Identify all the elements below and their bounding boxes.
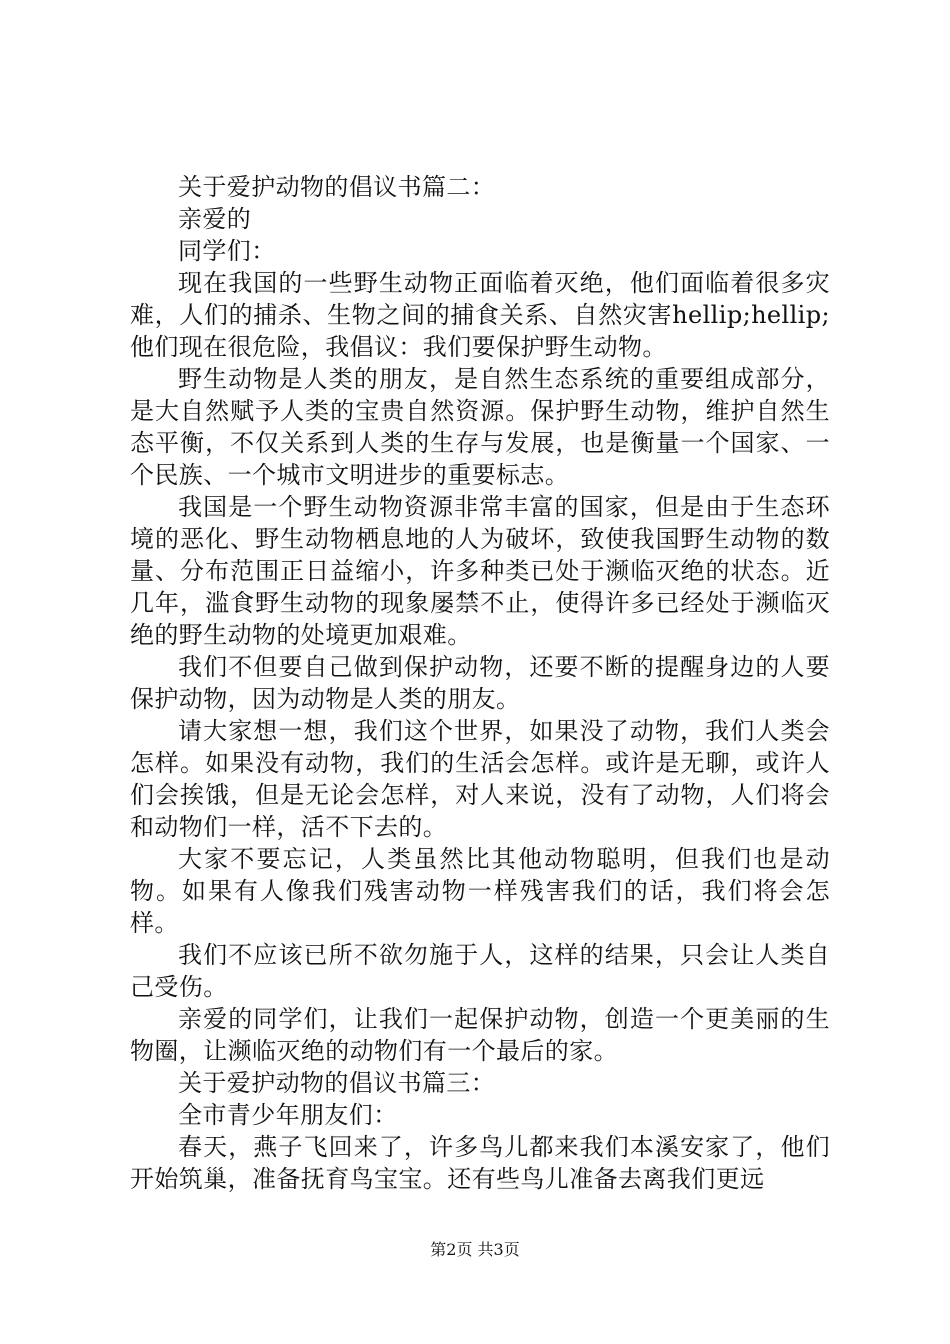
paragraph-call-to-action: 亲爱的同学们，让我们一起保护动物，创造一个更美丽的生物圈，让濒临灭绝的动物们有一个最后的家。 [130, 1005, 830, 1065]
paragraph-habitat-destruction: 我国是一个野生动物资源非常丰富的国家，但是由于生态环境的恶化、野生动物栖息地的人为破坏，致使我国野生动物的数量、分布范围正日益缩小，许多种类已处于濒临灭绝的状态。近几年，滥食野生动物的现象屡禁不止，使得许多已经处于濒临灭绝的野生动物的处境更加艰难。 [130, 493, 830, 649]
paragraph-spring-swallows: 春天，燕子飞回来了，许多鸟儿都来我们本溪安家了，他们开始筑巢，准备抚育鸟宝宝。还有些鸟儿准备去离我们更远 [130, 1133, 830, 1193]
paragraph-wildlife-friends: 野生动物是人类的朋友，是自然生态系统的重要组成部分，是大自然赋予人类的宝贵自然资源。保护野生动物，维护自然生态平衡，不仅关系到人类的生存与发展，也是衡量一个国家、一个民族、一个城市文明进步的重要标志。 [130, 365, 830, 489]
paragraph-endangered-wildlife: 现在我国的一些野生动物正面临着灭绝，他们面临着很多灾难，人们的捕杀、生物之间的捕食关系、自然灾害hellip;hellip;他们现在很危险，我倡议：我们要保护野生动物。 [130, 269, 830, 361]
paragraph-dont-forget: 大家不要忘记，人类虽然比其他动物聪明，但我们也是动物。如果有人像我们残害动物一样残害我们的话，我们将会怎样。 [130, 845, 830, 937]
paragraph-golden-rule: 我们不应该已所不欲勿施于人，这样的结果，只会让人类自己受伤。 [130, 941, 830, 1001]
salutation-classmates: 同学们： [178, 237, 276, 265]
heading-proposal-part-three: 关于爱护动物的倡议书篇三： [178, 1069, 496, 1097]
heading-proposal-part-two: 关于爱护动物的倡议书篇二： [178, 173, 496, 201]
paragraph-world-without-animals: 请大家想一想，我们这个世界，如果没了动物，我们人类会怎样。如果没有动物，我们的生活会怎样。或许是无聊，或许人们会挨饿，但是无论会怎样，对人来说，没有了动物，人们将会和动物们一样，活不下去的。 [130, 717, 830, 841]
salutation-youth-friends: 全市青少年朋友们： [178, 1101, 398, 1129]
paragraph-remind-others: 我们不但要自己做到保护动物，还要不断的提醒身边的人要保护动物，因为动物是人类的朋友。 [130, 653, 830, 713]
page-number-footer: 第2页 共3页 [430, 1240, 520, 1259]
salutation-dear: 亲爱的 [178, 205, 252, 233]
document-body [130, 171, 830, 1195]
